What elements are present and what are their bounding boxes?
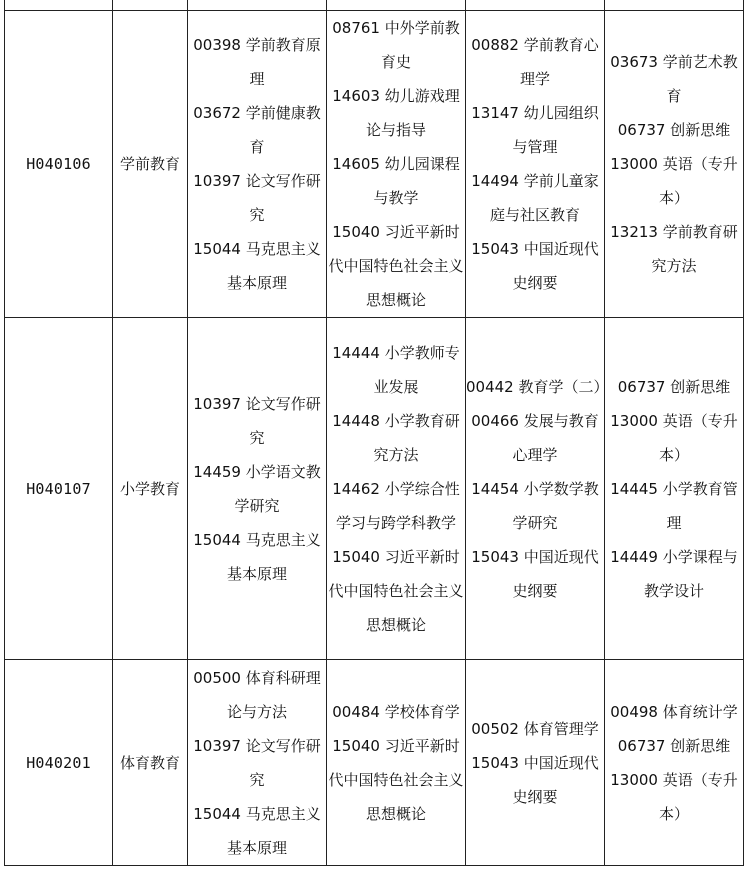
course-item: 15044 马克思主义基本原理	[193, 530, 321, 583]
table-row-top-edge	[5, 0, 744, 11]
course-cell	[188, 660, 327, 866]
course-item: 00500 体育科研理论与方法	[193, 668, 321, 721]
course-cell	[327, 318, 466, 660]
course-item: 10397 论文写作研究	[193, 394, 321, 447]
course-cell	[188, 318, 327, 660]
major-name: 学前教育	[113, 11, 188, 318]
course-item: 15040 习近平新时代中国特色社会主义思想概论	[328, 547, 464, 634]
course-cell	[327, 660, 466, 866]
course-item: 08761 中外学前教育史	[332, 19, 460, 71]
course-item: 00466 发展与教育心理学	[471, 411, 599, 464]
course-item: 14459 小学语文教学研究	[193, 462, 321, 515]
course-item: 15043 中国近现代史纲要	[471, 547, 599, 600]
curriculum-table	[4, 0, 744, 866]
course-item: 00484 学校体育学	[332, 702, 460, 721]
course-item: 14494 学前儿童家庭与社区教育	[471, 172, 599, 224]
course-cell	[327, 11, 466, 318]
course-item: 00398 学前教育原理	[193, 36, 321, 88]
course-item: 00882 学前教育心理学	[471, 36, 599, 88]
course-item: 15040 习近平新时代中国特色社会主义思想概论	[328, 223, 464, 309]
course-item: 06737 创新思维	[617, 736, 731, 755]
course-cell	[605, 318, 744, 660]
course-item: 00502 体育管理学	[471, 719, 599, 738]
course-item: 06737 创新思维	[617, 377, 731, 396]
course-cell	[605, 660, 744, 866]
table-cell-top-edge	[188, 0, 327, 11]
course-item: 10397 论文写作研究	[193, 736, 321, 789]
course-item: 14454 小学数学教学研究	[471, 479, 599, 532]
major-name: 体育教育	[113, 660, 188, 866]
course-item: 14605 幼儿园课程与教学	[332, 155, 460, 207]
table-cell-top-edge	[113, 0, 188, 11]
course-item: 13000 英语（专升本）	[610, 411, 738, 464]
course-item: 14462 小学综合性学习与跨学科教学	[332, 479, 460, 532]
course-item: 15044 马克思主义基本原理	[193, 240, 321, 292]
table-cell-top-edge	[5, 0, 113, 11]
table-row	[5, 318, 744, 660]
course-item: 15043 中国近现代史纲要	[471, 753, 599, 806]
course-item: 14444 小学教师专业发展	[332, 343, 460, 396]
course-item: 03672 学前健康教育	[193, 104, 321, 156]
course-item: 06737 创新思维	[617, 121, 731, 139]
course-item: 03673 学前艺术教育	[610, 53, 738, 105]
major-name: 小学教育	[113, 318, 188, 660]
course-item: 13147 幼儿园组织与管理	[471, 104, 599, 156]
course-cell	[466, 318, 609, 660]
course-item: 13000 英语（专升本）	[610, 155, 738, 207]
table-row	[5, 660, 744, 866]
table-cell-top-edge	[605, 0, 744, 11]
table-row	[5, 11, 744, 318]
course-item: 15043 中国近现代史纲要	[471, 240, 599, 292]
course-item: 00442 教育学（二）	[466, 377, 609, 396]
course-item: 14448 小学教育研究方法	[332, 411, 460, 464]
course-cell	[605, 11, 744, 318]
major-code: H040106	[5, 11, 113, 318]
course-item: 13213 学前教育研究方法	[610, 223, 738, 275]
course-item: 13000 英语（专升本）	[610, 770, 738, 823]
course-item: 15040 习近平新时代中国特色社会主义思想概论	[328, 736, 464, 823]
table-cell-top-edge	[466, 0, 605, 11]
course-item: 14445 小学教育管理	[610, 479, 738, 532]
course-cell	[466, 660, 605, 866]
course-cell	[188, 11, 327, 318]
table-cell-top-edge	[327, 0, 466, 11]
major-code: H040107	[5, 318, 113, 660]
course-item: 10397 论文写作研究	[193, 172, 321, 224]
course-item: 14449 小学课程与教学设计	[610, 547, 738, 600]
major-code: H040201	[5, 660, 113, 866]
course-item: 14603 幼儿游戏理论与指导	[332, 87, 460, 139]
curriculum-table-body	[5, 0, 744, 866]
course-item: 15044 马克思主义基本原理	[193, 804, 321, 857]
course-cell	[466, 11, 605, 318]
course-item: 00498 体育统计学	[610, 702, 738, 721]
